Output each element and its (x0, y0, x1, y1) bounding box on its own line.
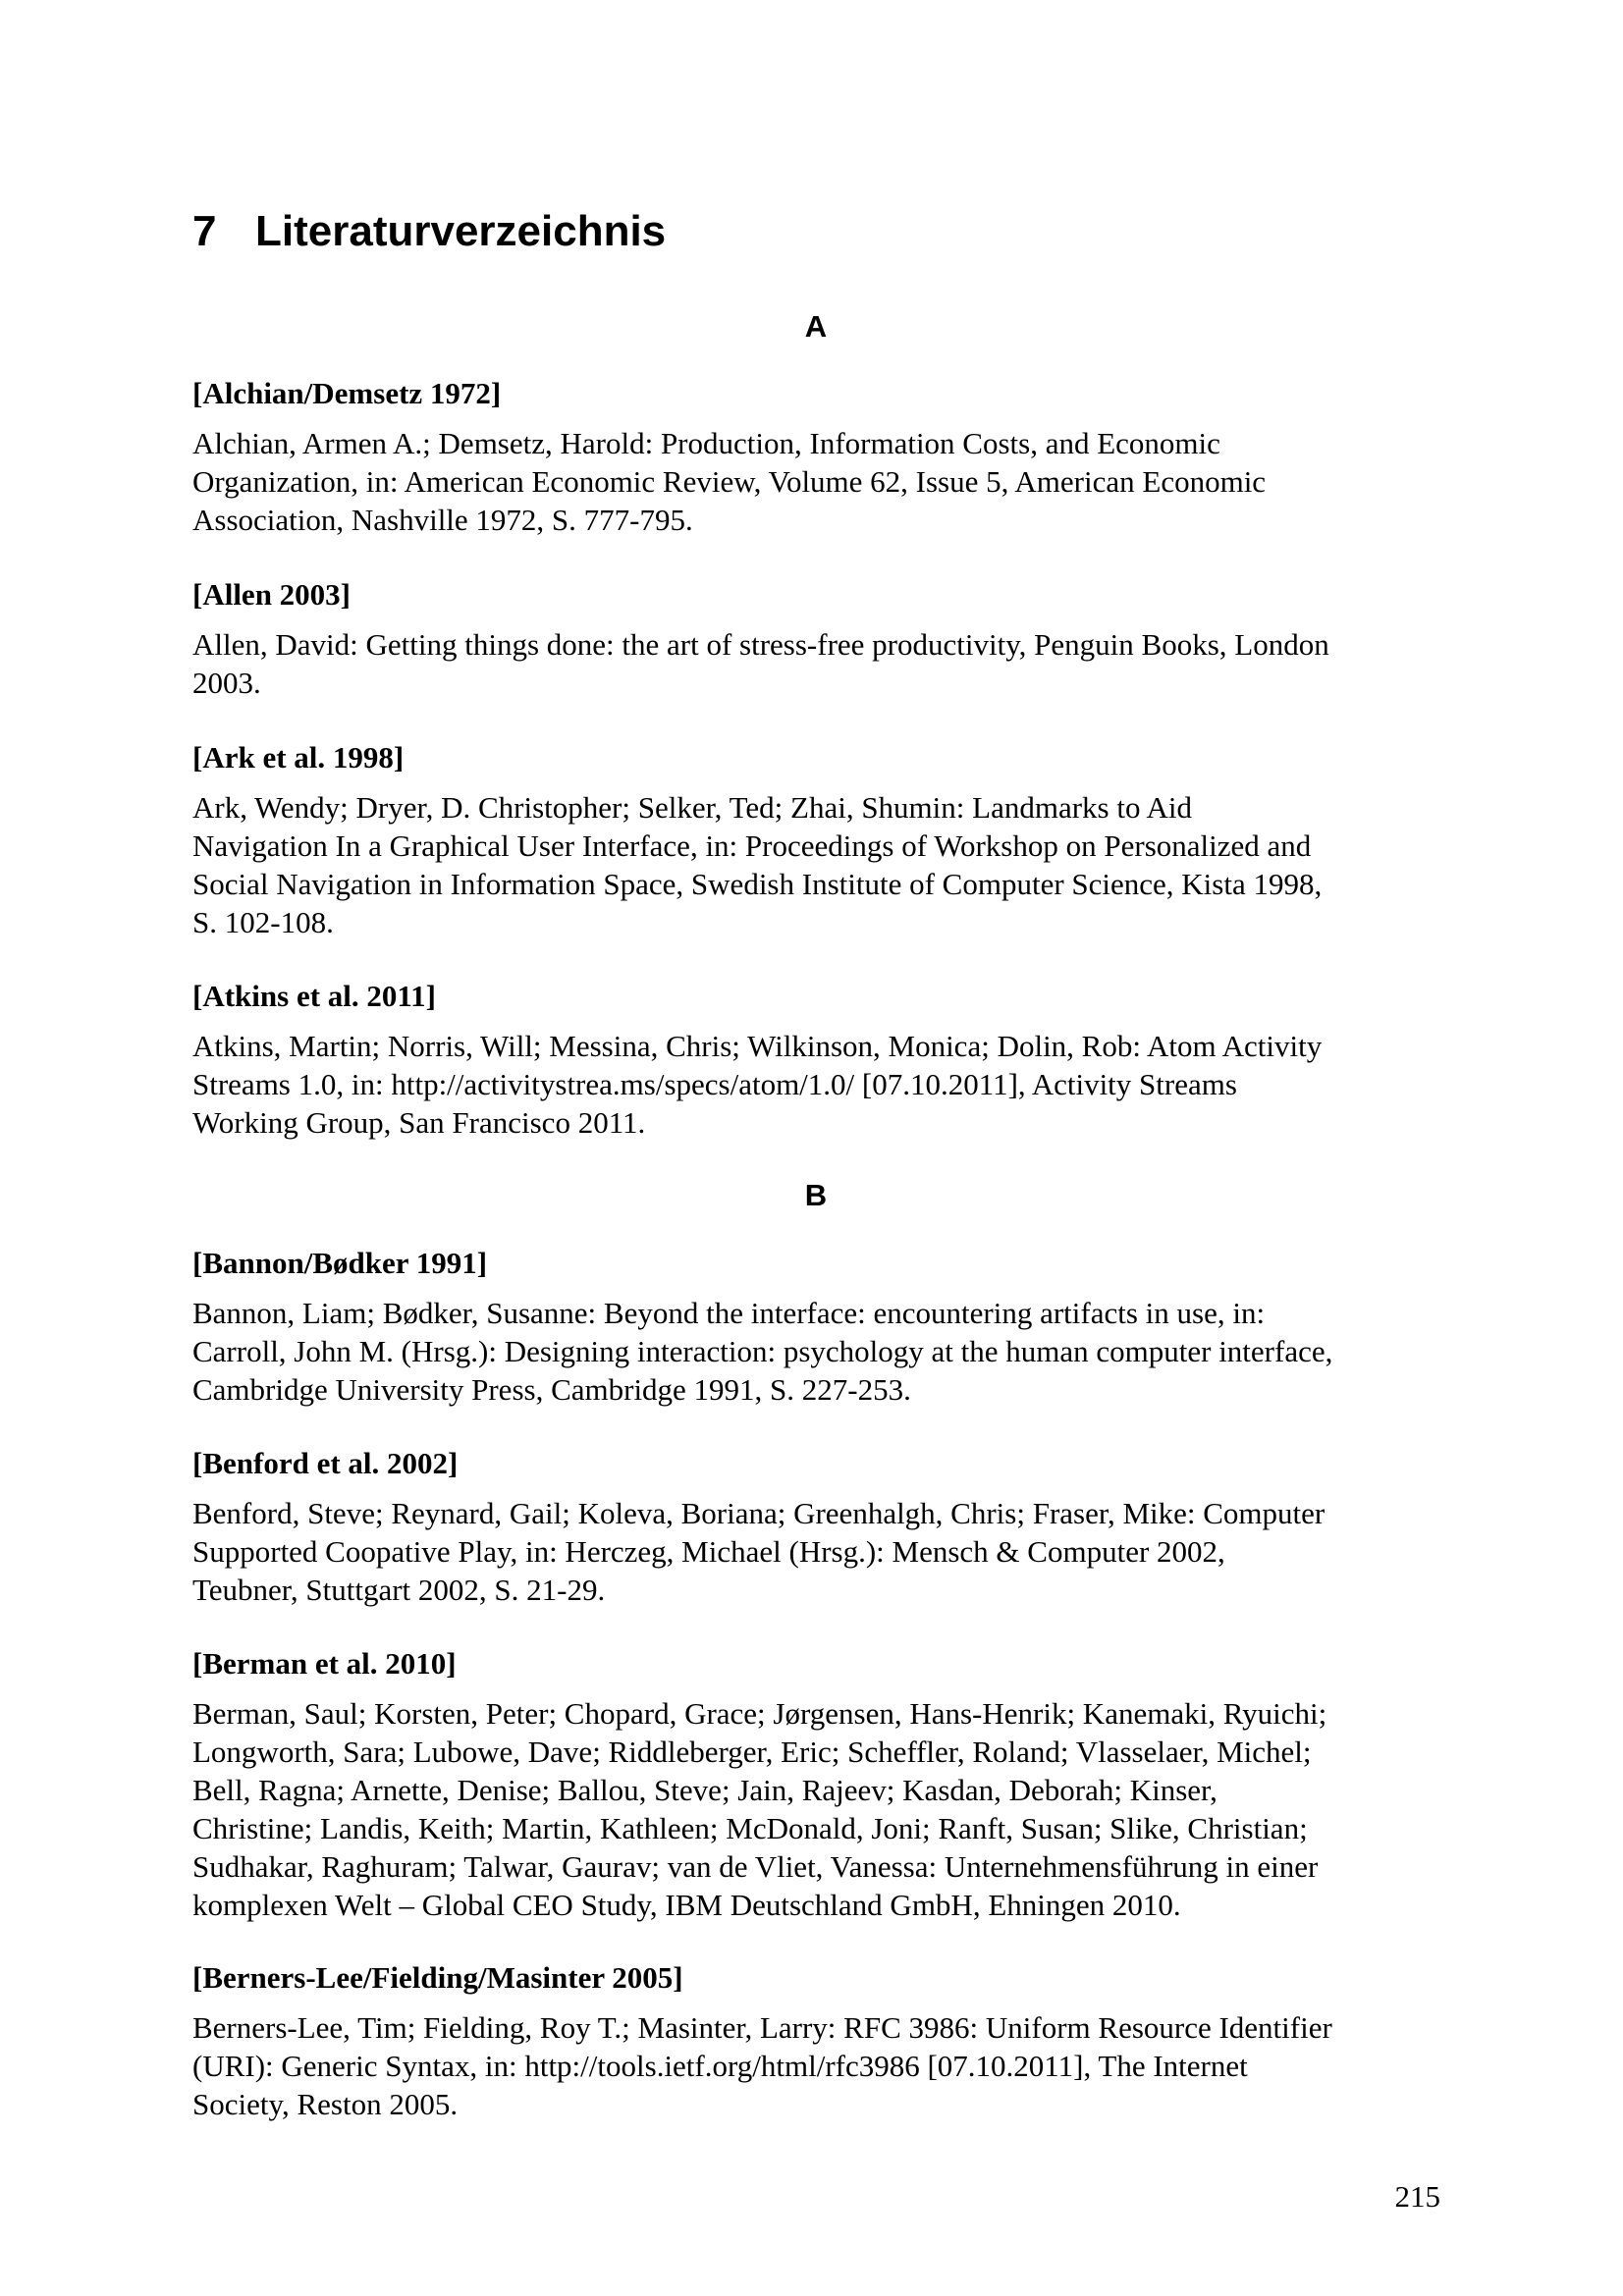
reference-line: 2003. (192, 666, 261, 700)
reference-text (192, 1294, 1439, 1409)
reference-entry (192, 1959, 1439, 2123)
reference-text (192, 625, 1439, 702)
chapter-title-text: Literaturverzeichnis (255, 207, 667, 255)
reference-line: Social Navigation in Information Space, Swedish Institute of Computer Science, Kista 1998, (192, 867, 1323, 901)
reference-line: (URI): Generic Syntax, in: http://tools.ietf.org/html/rfc3986 [07.10.2011], The Internet (192, 2049, 1248, 2083)
reference-text (192, 2008, 1439, 2123)
reference-line: Alchian, Armen A.; Demsetz, Harold: Production, Information Costs, and Economic (192, 426, 1220, 460)
reference-line: Bell, Ragna; Arnette, Denise; Ballou, Steve; Jain, Rajeev; Kasdan, Deborah; Kinser, (192, 1773, 1217, 1807)
reference-line: Ark, Wendy; Dryer, D. Christopher; Selker, Ted; Zhai, Shumin: Landmarks to Aid (192, 790, 1193, 825)
reference-entry (192, 1245, 1439, 1409)
reference-line: Benford, Steve; Reynard, Gail; Koleva, Boriana; Greenhalgh, Chris; Fraser, Mike: Computer (192, 1496, 1325, 1530)
reference-text (192, 1027, 1439, 1142)
reference-line: Atkins, Martin; Norris, Will; Messina, Chris; Wilkinson, Monica; Dolin, Rob: Atom Activity (192, 1029, 1323, 1063)
reference-entry (192, 1645, 1439, 1924)
reference-entry (192, 576, 1439, 702)
reference-text (192, 424, 1439, 539)
chapter-title (192, 206, 666, 257)
reference-line: Allen, David: Getting things done: the art of stress-free productivity, Penguin Books, London (192, 627, 1329, 662)
reference-key: [Berners-Lee/Fielding/Masinter 2005] (192, 1960, 683, 1995)
reference-line: Cambridge University Press, Cambridge 1991, S. 227-253. (192, 1372, 911, 1407)
reference-line: Organization, in: American Economic Review, Volume 62, Issue 5, American Economic (192, 464, 1267, 499)
reference-key: [Alchian/Demsetz 1972] (192, 376, 502, 410)
reference-line: Society, Reston 2005. (192, 2087, 459, 2121)
section-letter-b: B (804, 1178, 828, 1212)
reference-entry (192, 375, 1439, 539)
reference-line: S. 102-108. (192, 905, 334, 939)
reference-line: Working Group, San Francisco 2011. (192, 1105, 646, 1140)
reference-line: Streams 1.0, in: http://activitystrea.ms/specs/atom/1.0/ [07.10.2011], Activity Streams (192, 1067, 1237, 1101)
reference-entry (192, 739, 1439, 941)
chapter-number: 7 (192, 207, 217, 255)
reference-line: Berman, Saul; Korsten, Peter; Chopard, Grace; Jørgensen, Hans-Henrik; Kanemaki, Ryuichi; (192, 1696, 1327, 1731)
reference-key: [Benford et al. 2002] (192, 1446, 459, 1480)
reference-key: [Allen 2003] (192, 577, 352, 612)
reference-line: Carroll, John M. (Hrsg.): Designing interaction: psychology at the human computer interface, (192, 1334, 1333, 1368)
reference-text (192, 1494, 1439, 1609)
reference-text (192, 1694, 1439, 1924)
reference-key: [Ark et al. 1998] (192, 740, 405, 774)
reference-entry (192, 978, 1439, 1142)
reference-line: Longworth, Sara; Lubowe, Dave; Riddleberger, Eric; Scheffler, Roland; Vlasselaer, Michel; (192, 1735, 1312, 1769)
reference-key: [Bannon/Bødker 1991] (192, 1246, 488, 1280)
reference-line: komplexen Welt – Global CEO Study, IBM Deutschland GmbH, Ehningen 2010. (192, 1888, 1181, 1922)
reference-line: Teubner, Stuttgart 2002, S. 21-29. (192, 1573, 606, 1607)
reference-key: [Berman et al. 2010] (192, 1646, 457, 1681)
section-letter-a: A (804, 309, 828, 344)
reference-line: Association, Nashville 1972, S. 777-795. (192, 503, 693, 537)
reference-key: [Atkins et al. 2011] (192, 979, 436, 1013)
reference-line: Christine; Landis, Keith; Martin, Kathleen; McDonald, Joni; Ranft, Susan; Slike, Christian; (192, 1811, 1308, 1845)
reference-line: Navigation In a Graphical User Interface, in: Proceedings of Workshop on Personalized and (192, 828, 1312, 863)
reference-line: Bannon, Liam; Bødker, Susanne: Beyond the interface: encountering artifacts in use, in: (192, 1296, 1266, 1330)
reference-line: Supported Coopative Play, in: Herczeg, Michael (Hrsg.): Mensch & Computer 2002, (192, 1534, 1225, 1569)
reference-text (192, 788, 1439, 941)
reference-line: Berners-Lee, Tim; Fielding, Roy T.; Masinter, Larry: RFC 3986: Uniform Resource Identifier (192, 2010, 1332, 2045)
reference-line: Sudhakar, Raghuram; Talwar, Gaurav; van de Vliet, Vanessa: Unternehmensführung in einer (192, 1849, 1319, 1884)
reference-entry (192, 1445, 1439, 1609)
page-number: 215 (1394, 2179, 1440, 2214)
